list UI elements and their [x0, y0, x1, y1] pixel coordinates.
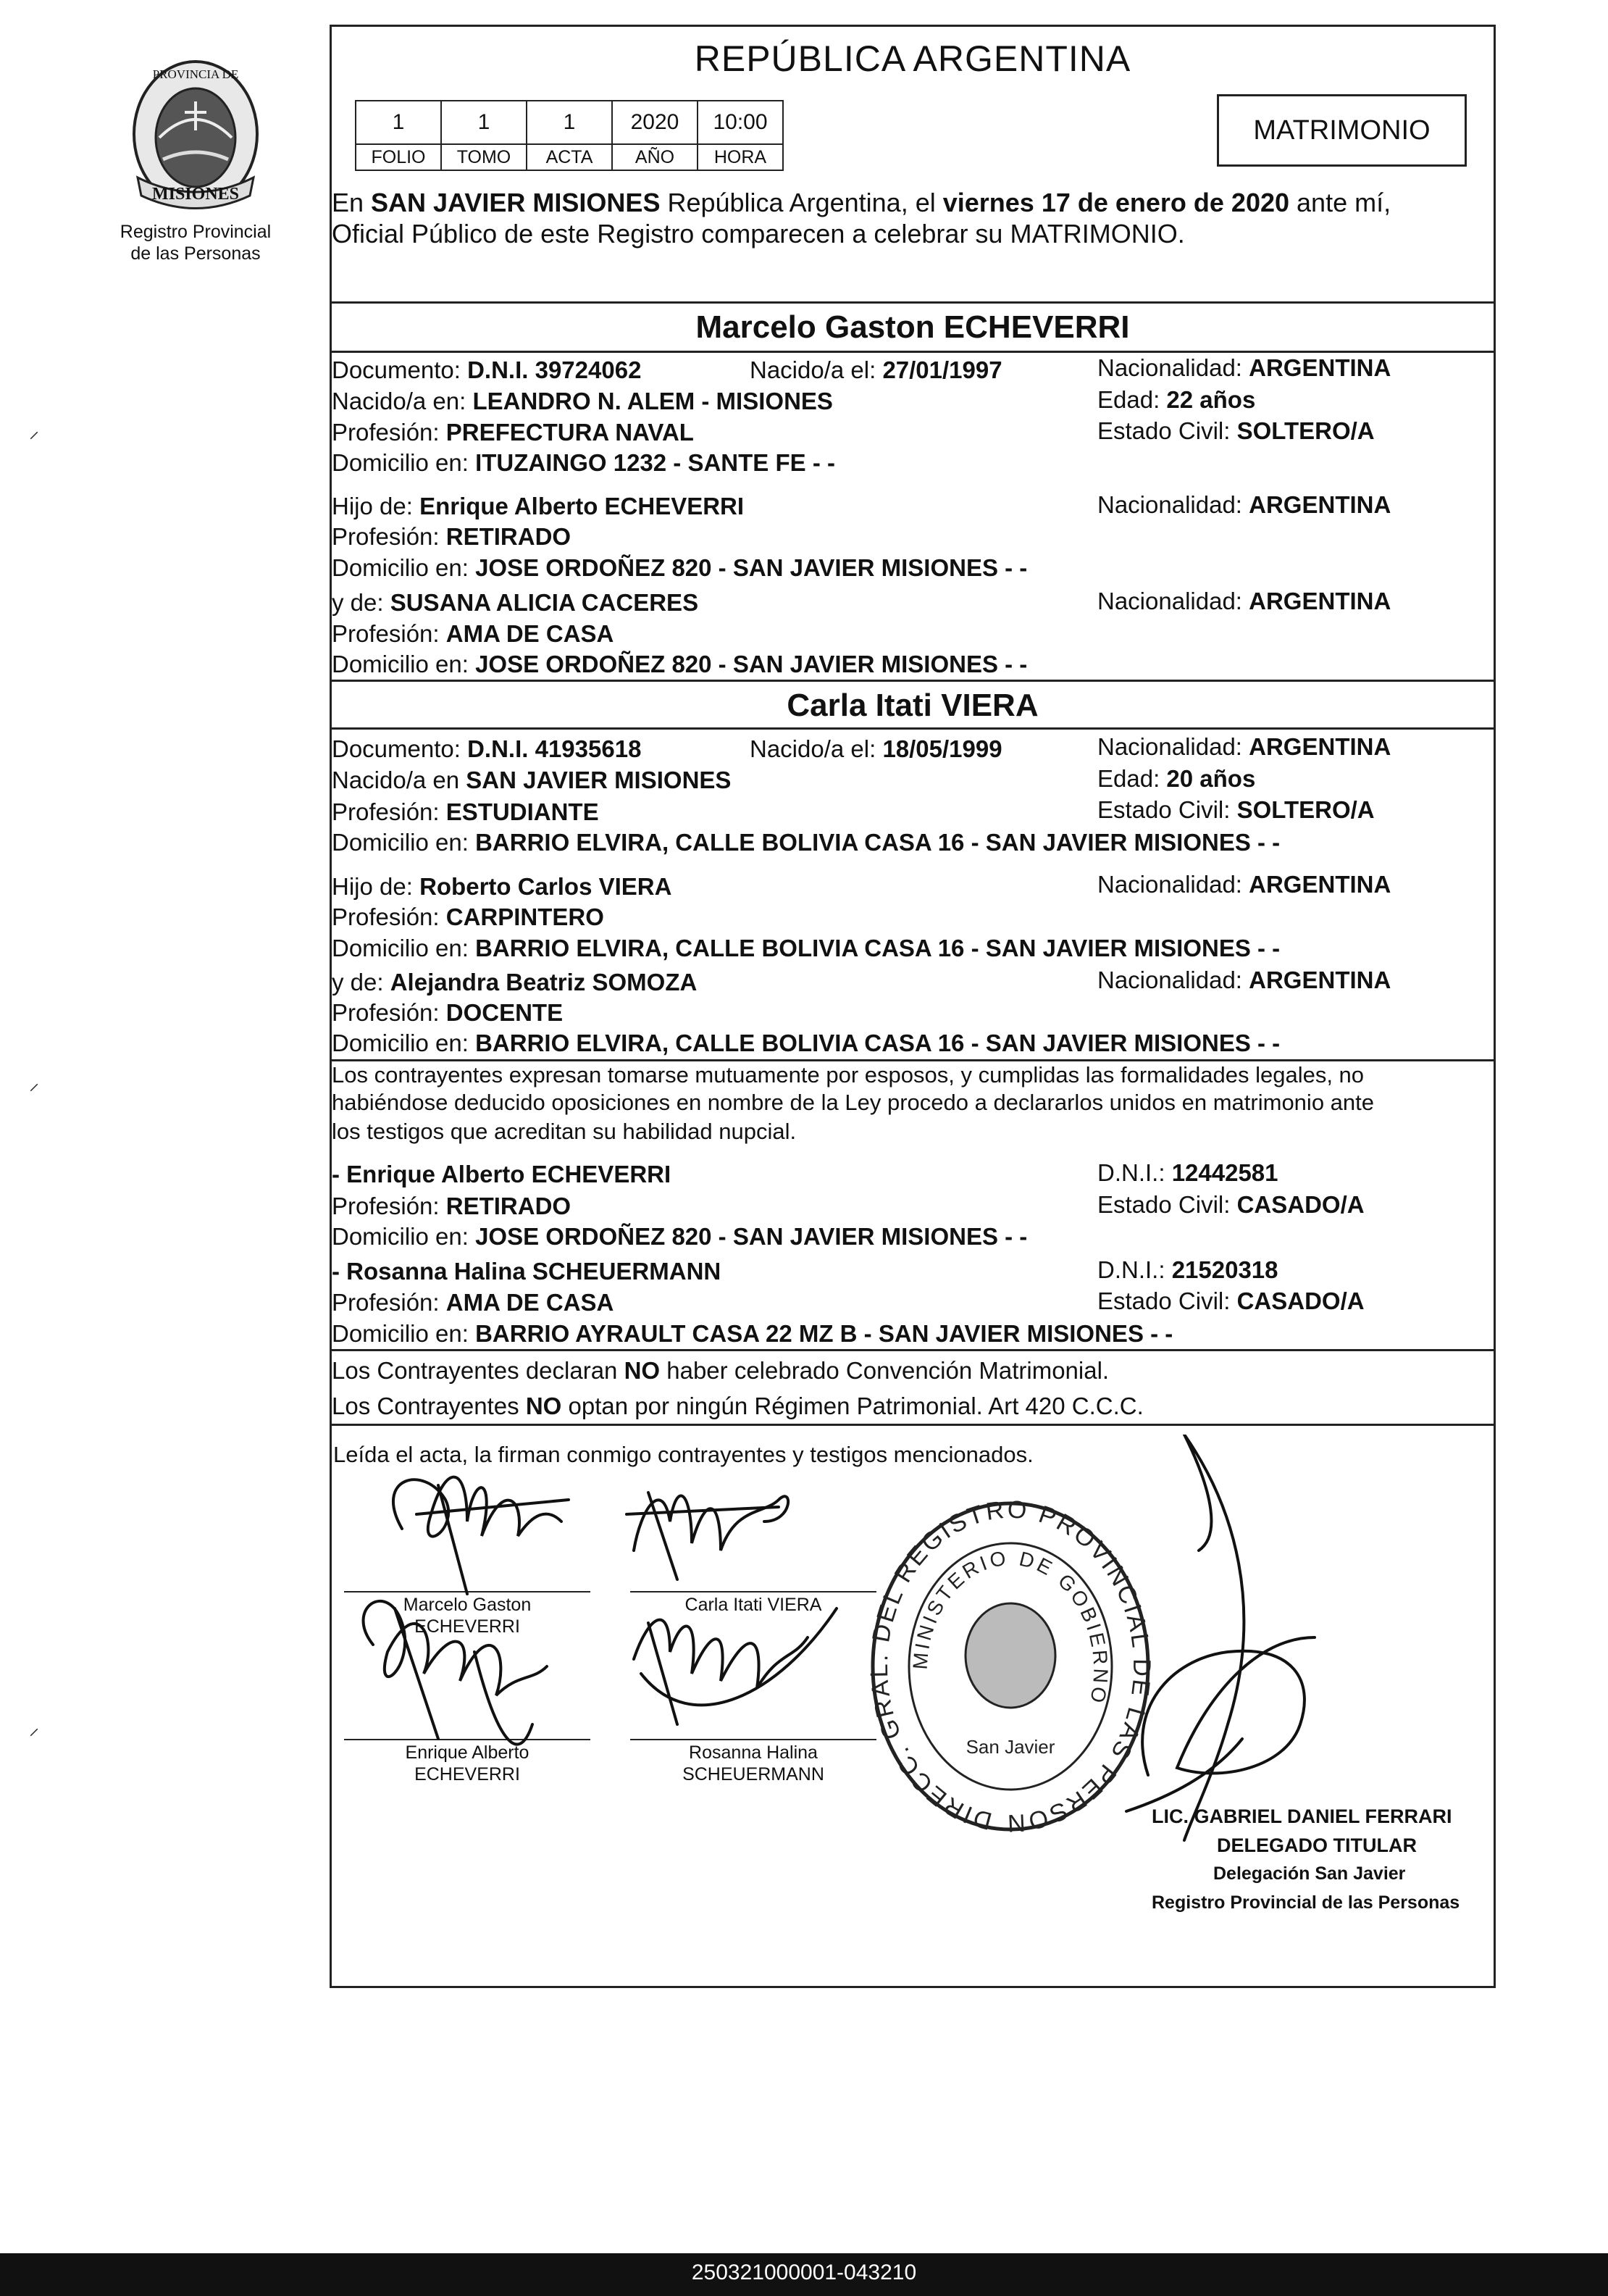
witness-1-name: - Enrique Alberto ECHEVERRI	[332, 1161, 671, 1187]
bride-civil-status: Estado Civil: SOLTERO/A	[1097, 796, 1375, 823]
groom-address: Domicilio en: ITUZAINGO 1232 - SANTE FE - -	[332, 449, 835, 476]
groom-mother-profession: Profesión: AMA DE CASA	[332, 620, 614, 647]
witness-2-profession: Profesión: AMA DE CASA	[332, 1289, 614, 1316]
signature-label-groom: Marcelo Gaston ECHEVERRI	[403, 1595, 532, 1637]
anio-label: AÑO	[612, 144, 698, 170]
svg-text:MINISTERIO DE GOBIERNO: MINISTERIO DE GOBIERNO	[908, 1546, 1113, 1708]
margin-mark-3: ⸝	[29, 1716, 40, 1739]
groom-document: Documento: D.N.I. 39724062	[332, 356, 642, 383]
groom-father-nationality: Nacionalidad: ARGENTINA	[1097, 491, 1391, 518]
official-registry: Registro Provincial de las Personas	[1152, 1892, 1460, 1913]
act-type-box: MATRIMONIO	[1217, 94, 1467, 167]
bride-address: Domicilio en: BARRIO ELVIRA, CALLE BOLIVIA CASA 16 - SAN JAVIER MISIONES - -	[332, 829, 1281, 856]
intro-line-2: Oficial Público de este Registro comparecen a celebrar su MATRIMONIO.	[332, 219, 1185, 249]
witness-1-dni: D.N.I.: 12442581	[1097, 1159, 1278, 1186]
tomo-label: TOMO	[441, 144, 527, 170]
bride-mother-address: Domicilio en: BARRIO ELVIRA, CALLE BOLIVIA CASA 16 - SAN JAVIER MISIONES - -	[332, 1030, 1281, 1056]
witness-1-address: Domicilio en: JOSE ORDOÑEZ 820 - SAN JAVIER MISIONES - -	[332, 1223, 1028, 1250]
svg-text:PROVINCIA DE: PROVINCIA DE	[152, 67, 239, 81]
bride-profession: Profesión: ESTUDIANTE	[332, 798, 599, 825]
witness-2-address: Domicilio en: BARRIO AYRAULT CASA 22 MZ B - SAN JAVIER MISIONES - -	[332, 1320, 1173, 1347]
acta-label: ACTA	[527, 144, 612, 170]
groom-mother-nationality: Nacionalidad: ARGENTINA	[1097, 588, 1391, 614]
bride-mother-profession: Profesión: DOCENTE	[332, 999, 564, 1026]
margin-mark-1: ⸝	[29, 419, 40, 442]
logo-caption-line1: Registro Provincial	[120, 222, 272, 242]
bride-age: Edad: 20 años	[1097, 765, 1256, 792]
anio-value: 2020	[612, 101, 698, 144]
groom-mother: y de: SUSANA ALICIA CACERES	[332, 589, 699, 616]
divider-2	[330, 351, 1496, 353]
margin-mark-2: ⸝	[29, 1072, 40, 1094]
groom-father-address: Domicilio en: JOSE ORDOÑEZ 820 - SAN JAVIER MISIONES - -	[332, 554, 1028, 581]
groom-profession: Profesión: PREFECTURA NAVAL	[332, 419, 694, 446]
signature-label-witness-2: Rosanna Halina SCHEUERMANN	[682, 1742, 824, 1784]
bride-birthplace: Nacido/a en SAN JAVIER MISIONES	[332, 767, 732, 793]
official-name: LIC. GABRIEL DANIEL FERRARI	[1152, 1806, 1452, 1827]
bride-father-profession: Profesión: CARPINTERO	[332, 903, 604, 930]
witness-2-dni: D.N.I.: 21520318	[1097, 1256, 1278, 1283]
bride-birthdate: Nacido/a el: 18/05/1999	[750, 735, 1002, 762]
witness-2-name: - Rosanna Halina SCHEUERMANN	[332, 1258, 721, 1285]
hora-value: 10:00	[698, 101, 783, 144]
document-code: 250321000001-043210	[691, 2260, 917, 2284]
convention-line-2: Los Contrayentes NO optan por ningún Régimen Patrimonial. Art 420 C.C.C.	[332, 1393, 1144, 1419]
bride-name: Carla Itati VIERA	[787, 688, 1039, 723]
svg-text:MISIONES: MISIONES	[151, 185, 240, 204]
groom-father-profession: Profesión: RETIRADO	[332, 523, 571, 550]
hora-label: HORA	[698, 144, 783, 170]
divider-6	[330, 1349, 1496, 1351]
intro-line-1: En SAN JAVIER MISIONES República Argentina, el viernes 17 de enero de 2020 ante mí,	[332, 188, 1391, 217]
registry-table	[355, 100, 784, 171]
groom-birthplace: Nacido/a en: LEANDRO N. ALEM - MISIONES	[332, 388, 833, 414]
groom-age: Edad: 22 años	[1097, 386, 1256, 413]
svg-text:San Javier: San Javier	[966, 1736, 1055, 1758]
signature-label-witness-1: Enrique Alberto ECHEVERRI	[405, 1742, 529, 1784]
declaration-line-1: Los contrayentes expresan tomarse mutuamente por esposos, y cumplidas las formalidades legales, no	[332, 1062, 1365, 1088]
groom-nationality: Nacionalidad: ARGENTINA	[1097, 354, 1391, 381]
divider-7	[330, 1424, 1496, 1426]
bride-father-address: Domicilio en: BARRIO ELVIRA, CALLE BOLIVIA CASA 16 - SAN JAVIER MISIONES - -	[332, 935, 1281, 961]
folio-value: 1	[356, 101, 441, 144]
groom-mother-address: Domicilio en: JOSE ORDOÑEZ 820 - SAN JAVIER MISIONES - -	[332, 651, 1028, 677]
divider-3	[330, 680, 1496, 682]
groom-birthdate: Nacido/a el: 27/01/1997	[750, 356, 1002, 383]
closing-text: Leída el acta, la firman conmigo contrayentes y testigos mencionados.	[333, 1442, 1034, 1467]
declaration-line-3: los testigos que acreditan su habilidad nupcial.	[332, 1119, 797, 1144]
bride-nationality: Nacionalidad: ARGENTINA	[1097, 733, 1391, 760]
groom-civil-status: Estado Civil: SOLTERO/A	[1097, 417, 1375, 444]
document-title: REPÚBLICA ARGENTINA	[694, 38, 1131, 79]
divider-5	[330, 1059, 1496, 1061]
declaration-line-2: habiéndose deducido oposiciones en nombre de la Ley procedo a declararlos unidos en matrimonio ante	[332, 1090, 1375, 1115]
official-office: Delegación San Javier	[1213, 1863, 1406, 1884]
bride-document: Documento: D.N.I. 41935618	[332, 735, 642, 762]
bride-mother: y de: Alejandra Beatriz SOMOZA	[332, 969, 698, 995]
witness-1-profession: Profesión: RETIRADO	[332, 1193, 571, 1219]
bride-father: Hijo de: Roberto Carlos VIERA	[332, 873, 672, 900]
svg-text:DIRECC. GRAL. DEL REGISTRO PRO: DIRECC. GRAL. DEL REGISTRO PROVINCIAL DE LAS PERSON	[866, 1496, 1155, 1837]
official-stamp	[866, 1496, 1155, 1858]
divider-1	[330, 301, 1496, 304]
folio-label: FOLIO	[356, 144, 441, 170]
official-role: DELEGADO TITULAR	[1217, 1834, 1417, 1856]
logo-caption	[94, 221, 297, 264]
acta-value: 1	[527, 101, 612, 144]
groom-father: Hijo de: Enrique Alberto ECHEVERRI	[332, 493, 745, 519]
convention-line-1: Los Contrayentes declaran NO haber celebrado Convención Matrimonial.	[332, 1357, 1110, 1384]
divider-4	[330, 727, 1496, 730]
misiones-emblem-logo	[120, 51, 272, 217]
groom-name: Marcelo Gaston ECHEVERRI	[695, 309, 1130, 345]
tomo-value: 1	[441, 101, 527, 144]
witness-2-civil-status: Estado Civil: CASADO/A	[1097, 1287, 1365, 1314]
witness-1-civil-status: Estado Civil: CASADO/A	[1097, 1191, 1365, 1218]
signature-label-bride: Carla Itati VIERA	[684, 1595, 822, 1615]
bride-mother-nationality: Nacionalidad: ARGENTINA	[1097, 967, 1391, 993]
logo-caption-line2: de las Personas	[130, 243, 261, 264]
bride-father-nationality: Nacionalidad: ARGENTINA	[1097, 871, 1391, 898]
